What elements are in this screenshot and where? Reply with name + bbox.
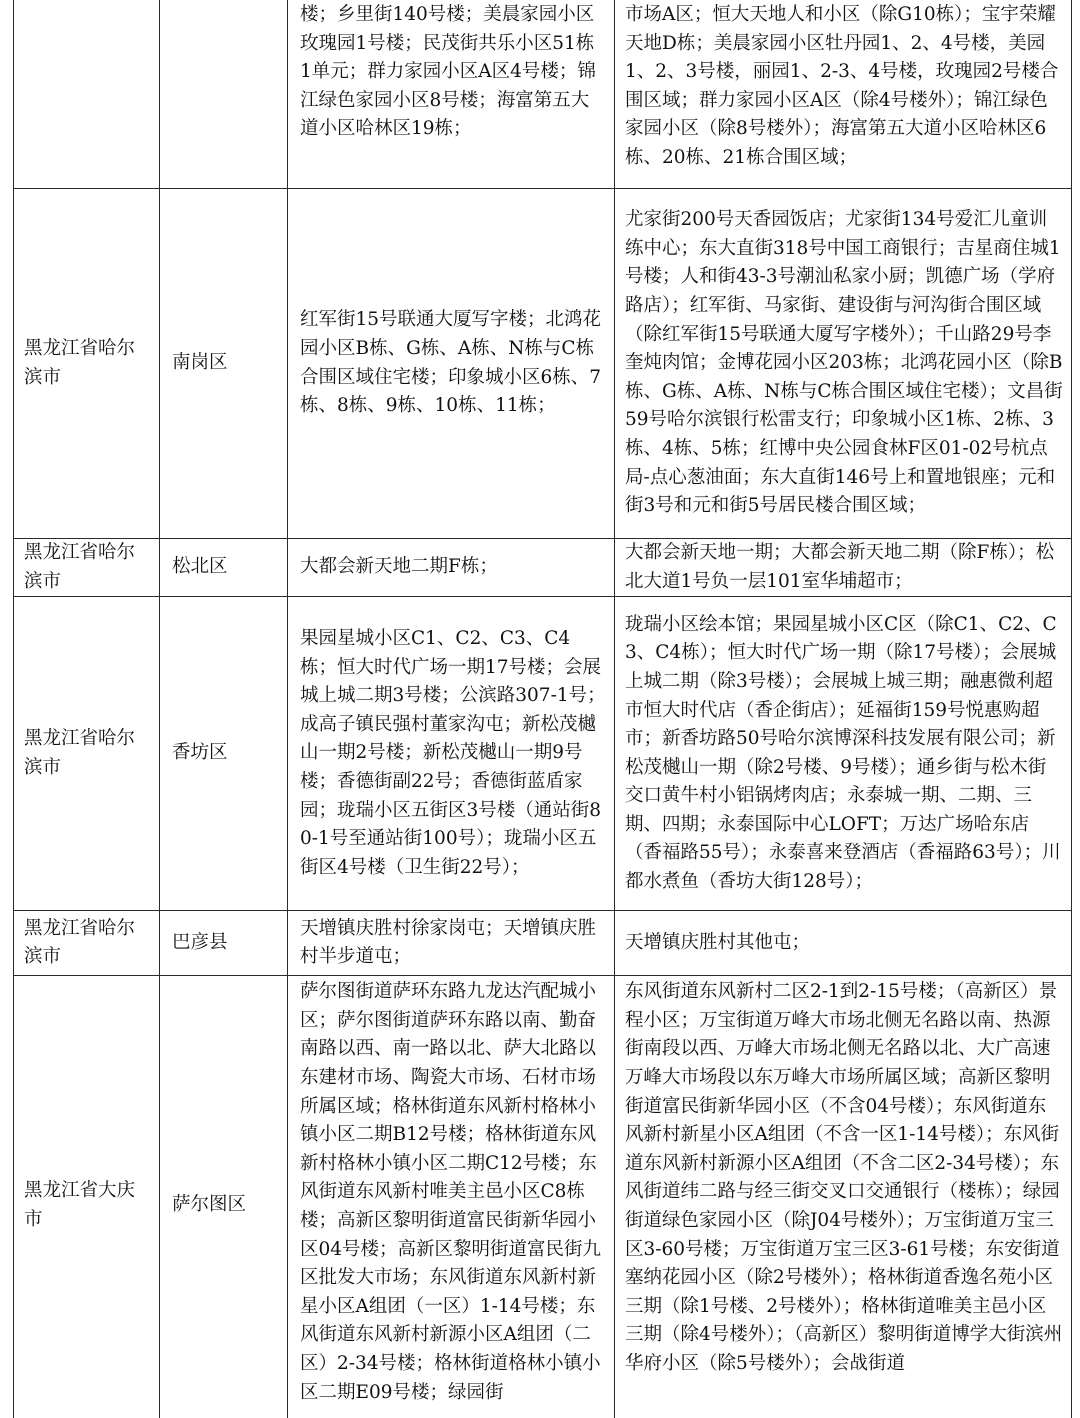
city-cell: 黑龙江省哈尔滨市 bbox=[14, 597, 160, 911]
city-cell: 黑龙江省大庆市 bbox=[14, 976, 160, 1418]
table-row bbox=[14, 597, 1072, 911]
low-risk-text: 东风街道东风新村二区2-1到2-15号楼；（高新区）景程小区；万宝街道万峰大市场北侧无名路以南、热源街南段以西、万峰大市场北侧无名路以北、大广高速万峰大市场段以东万峰大市场所属区域；高新区黎明街道富民街新华园小区（不含04号楼）；东风街道东风新村新星小区A组团（不含一区1-14号楼）；东风街道东风新村新源小区A组团（不含二区2-34号楼）；东风街道纬二路与经三街交叉口交通银行（楼栋）；绿园街道绿色家园小区（除J04号楼外）；万宝街道万宝三区3-60号楼；万宝街道万宝三区3-61号楼；东安街道塞纳花园小区（除2号楼外）；格林街道香逸名苑小区三期（除1号楼、2号楼外）；格林街道唯美主邑小区三期（除4号楼外）；（高新区）黎明街道博学大街滨州华府小区（除5号楼外）；会战街道 bbox=[625, 981, 1063, 1374]
low-risk-text: 天增镇庆胜村其他屯； bbox=[625, 931, 811, 953]
district-cell: 巴彦县 bbox=[160, 911, 288, 976]
low-risk-cell bbox=[615, 911, 1072, 976]
low-risk-text: 大都会新天地一期；大都会新天地二期（除F栋）；松北大道1号负一层101室华埔超市； bbox=[625, 542, 1055, 592]
medium-risk-cell bbox=[288, 0, 615, 189]
medium-risk-cell bbox=[288, 189, 615, 539]
district-cell: 南岗区 bbox=[160, 189, 288, 539]
city-cell bbox=[14, 0, 160, 189]
low-risk-cell bbox=[615, 189, 1072, 539]
district-cell bbox=[160, 0, 288, 189]
city-cell: 黑龙江省哈尔滨市 bbox=[14, 911, 160, 976]
medium-risk-cell bbox=[288, 911, 615, 976]
district-cell: 松北区 bbox=[160, 539, 288, 597]
medium-risk-text: 楼；乡里街140号楼；美晨家园小区玫瑰园1号楼；民茂街共乐小区51栋1单元；群力家园小区A区4号楼；锦江绿色家园小区8号楼；海富第五大道小区哈林区19栋； bbox=[300, 4, 596, 140]
low-risk-cell bbox=[615, 0, 1072, 189]
low-risk-text: 市场A区；恒大天地人和小区（除G10栋）；宝宇荣耀天地D栋；美晨家园小区牡丹园1、2、4号楼，美园1、2、3号楼，丽园1、2-3、4号楼，玫瑰园2号楼合围区域；群力家园小区A区（除4号楼外）；锦江绿色家园小区（除8号楼外）；海富第五大道小区哈林区6栋、20栋、21栋合围区域； bbox=[625, 4, 1059, 168]
table-row bbox=[14, 976, 1072, 1418]
city-cell: 黑龙江省哈尔滨市 bbox=[14, 539, 160, 597]
table-row bbox=[14, 911, 1072, 976]
table-row bbox=[14, 0, 1072, 189]
risk-area-table bbox=[13, 0, 1072, 1418]
table-row bbox=[14, 189, 1072, 539]
medium-risk-text: 天增镇庆胜村徐家岗屯；天增镇庆胜村半步道屯； bbox=[300, 917, 597, 968]
medium-risk-text: 萨尔图街道萨环东路九龙达汽配城小区；萨尔图街道萨环东路以南、勤奋南路以西、南一路以北、萨大北路以东建材市场、陶瓷大市场、石材市场所属区域；格林街道东风新村格林小镇小区二期B12号楼；格林街道东风新村格林小镇小区二期C12号楼；东风街道东风新村唯美主邑小区C8栋楼；高新区黎明街道富民街新华园小区04号楼；高新区黎明街道富民街九区批发大市场；东风街道东风新村新星小区A组团（一区）1-14号楼；东风街道东风新村新源小区A组团（二区）2-34号楼；格林街道格林小镇小区二期E09号楼；绿园街 bbox=[300, 981, 602, 1403]
medium-risk-text: 大都会新天地二期F栋； bbox=[300, 556, 498, 578]
medium-risk-text: 果园星城小区C1、C2、C3、C4栋；恒大时代广场一期17号楼；会展城上城二期3号楼；公滨路307-1号；成高子镇民强村董家沟屯；新松茂樾山一期2号楼；新松茂樾山一期9号楼；香德街副22号；香德街蓝盾家园；珑瑞小区五街区3号楼（通站街80-1号至通站街100号）；珑瑞小区五街区4号楼（卫生街22号）； bbox=[300, 628, 606, 878]
table-row bbox=[14, 539, 1072, 597]
medium-risk-text: 红军街15号联通大厦写字楼；北鸿花园小区B栋、G栋、A栋、N栋与C栋合围区域住宅楼；印象城小区6栋、7栋、8栋、9栋、10栋、11栋； bbox=[300, 309, 602, 417]
medium-risk-cell bbox=[288, 539, 615, 597]
district-cell: 萨尔图区 bbox=[160, 976, 288, 1418]
low-risk-cell bbox=[615, 597, 1072, 911]
medium-risk-cell bbox=[288, 976, 615, 1418]
low-risk-cell bbox=[615, 976, 1072, 1418]
district-cell: 香坊区 bbox=[160, 597, 288, 911]
low-risk-text: 尤家街200号天香园饭店；尤家街134号爱汇儿童训练中心；东大直街318号中国工商银行；吉星商住城1号楼；人和街43-3号潮汕私家小厨；凯德广场（学府路店）；红军街、马家街、建设街与河沟街合围区域（除红军街15号联通大厦写字楼外）；千山路29号李奎炖肉馆；金博花园小区203栋；北鸿花园小区（除B栋、G栋、A栋、N栋与C栋合围区域住宅楼）；文昌街59号哈尔滨银行松雷支行；印象城小区1栋、2栋、3栋、4栋、5栋；红博中央公园食林F区01-02号杭点局-点心葱油面；东大直街146号上和置地银座；元和街3号和元和街5号居民楼合围区域； bbox=[625, 209, 1063, 517]
low-risk-text: 珑瑞小区绘本馆；果园星城小区C区（除C1、C2、C3、C4栋）；恒大时代广场一期（除17号楼）；会展城上城二期（除3号楼）；会展城上城三期；融惠微利超市恒大时代店（香企街店）；延福街159号悦惠购超市；新香坊路50号哈尔滨博深科技发展有限公司；新松茂樾山一期（除2号楼、9号楼）；通乡街与松木街交口黄牛村小铝锅烤肉店；永泰城一期、二期、三期、四期；永泰国际中心LOFT；万达广场哈东店（香福路55号）；永泰喜来登酒店（香福路63号）；川都水煮鱼（香坊大街128号）； bbox=[625, 613, 1061, 893]
low-risk-cell bbox=[615, 539, 1072, 597]
medium-risk-cell bbox=[288, 597, 615, 911]
city-cell: 黑龙江省哈尔滨市 bbox=[14, 189, 160, 539]
